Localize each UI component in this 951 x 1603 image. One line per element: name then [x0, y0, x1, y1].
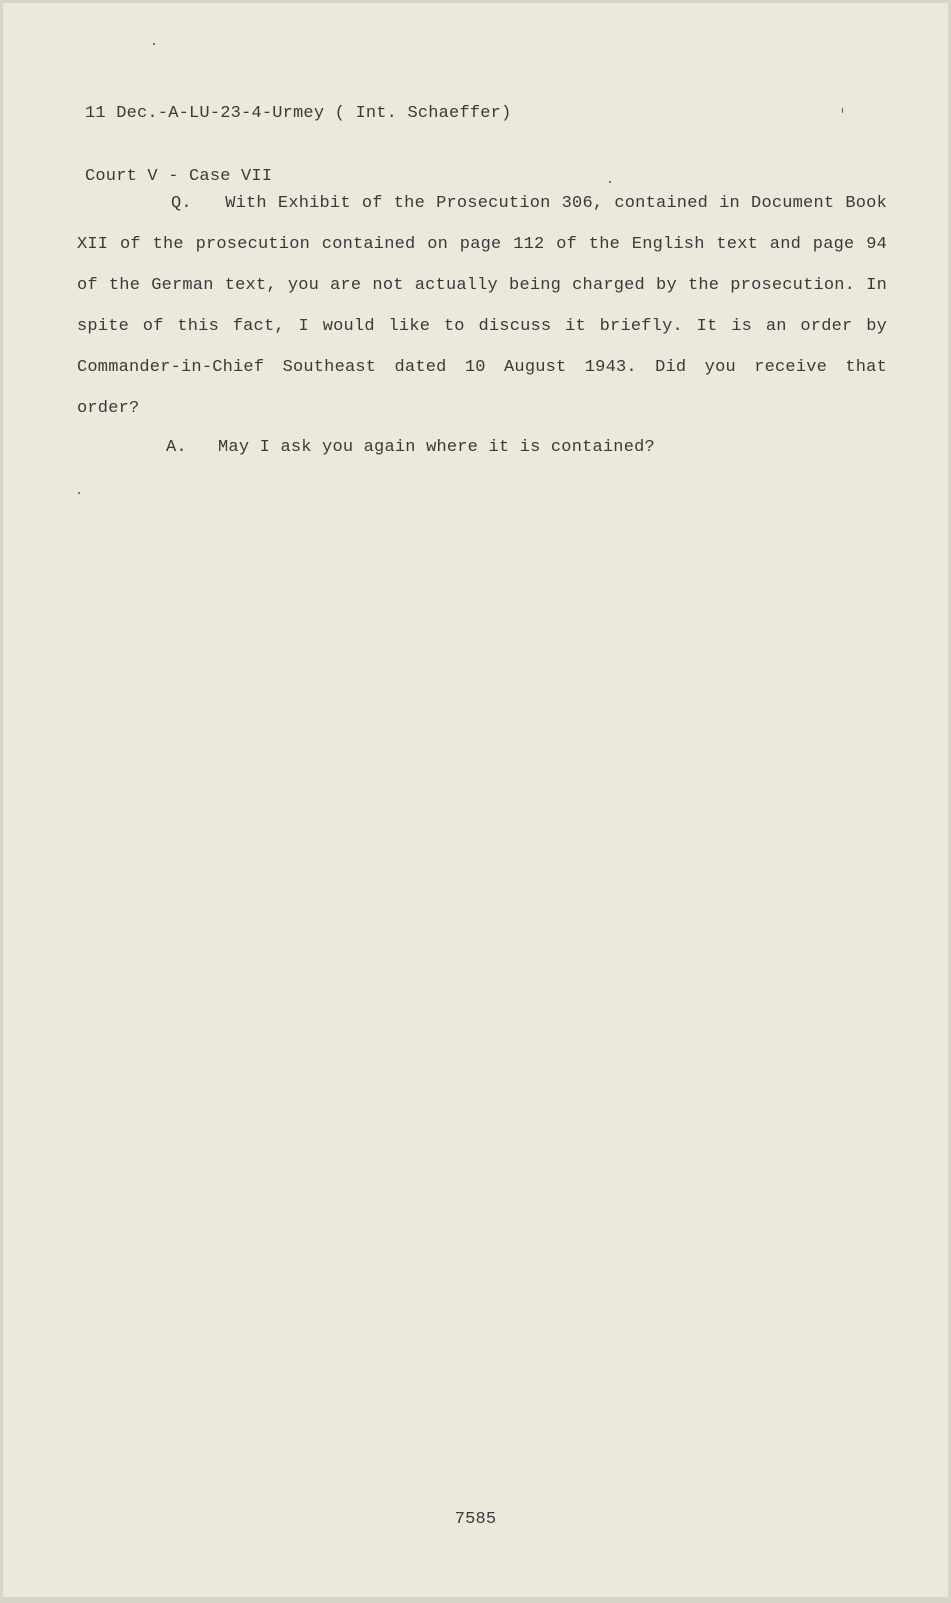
answer-text: May I ask you again where it is contained? [218, 438, 655, 457]
question-paragraph [77, 183, 887, 429]
question-text: With Exhibit of the Prosecution 306, contained in Document Book XII of the prosecution contained on page 112 of the English text and page 94 of the German text, you are not actually being charged by the prosecution. In spite of this fact, I would like to discuss it briefly. It is an order by Commander-in-Chief Southeast dated 10 August 1943. Did you receive that order? [77, 194, 887, 418]
page-number: 7585 [454, 1510, 497, 1529]
ink-speck [78, 492, 80, 494]
ink-speck [153, 43, 155, 45]
question-label: Q. [171, 194, 192, 213]
ink-speck [842, 108, 843, 113]
answer-paragraph [166, 433, 655, 463]
header-reference-line: 11 Dec.-A-LU-23-4-Urmey ( Int. Schaeffer) [85, 104, 512, 123]
answer-label: A. [166, 438, 187, 457]
document-page [3, 3, 948, 1597]
header-court-line: Court V - Case VII [85, 167, 273, 186]
